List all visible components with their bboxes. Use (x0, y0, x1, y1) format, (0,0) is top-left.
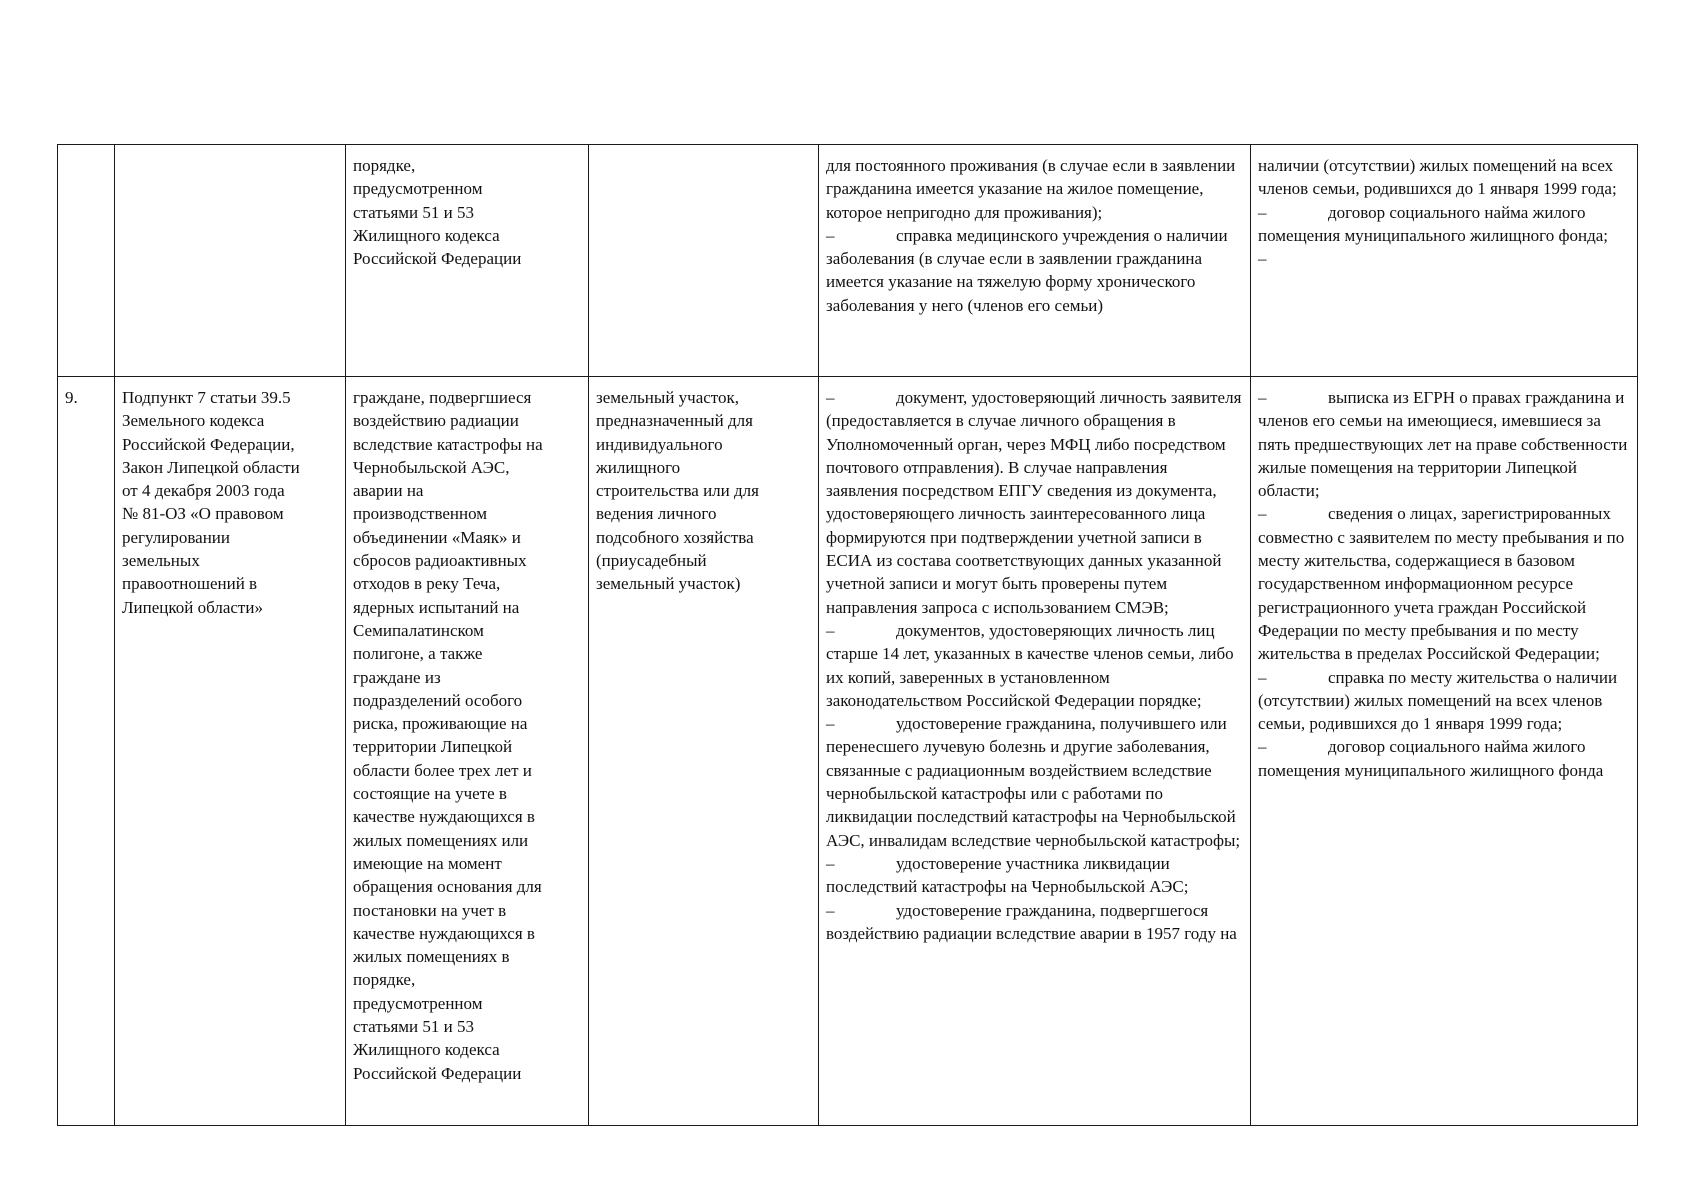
cell-legal-basis (115, 377, 346, 1126)
text-line: Липецкой области» (122, 597, 263, 617)
document-list-item: – справка медицинского учреждения о наличии заболевания (в случае если в заявлении гражданина имеется указание на тяжелую форму хронического заболевания у него (членов его семьи) (826, 225, 1228, 315)
dash-marker: – (1258, 388, 1267, 407)
cell-applicant-documents (819, 377, 1251, 1126)
text-line: земельный участок, (596, 388, 740, 407)
text-line: подсобного хозяйства (596, 527, 754, 547)
text-line: воздействию радиации (353, 411, 519, 431)
text-line: строительства или для (596, 481, 759, 501)
text-line: качестве нуждающихся в (353, 807, 535, 827)
text-line: области более трех лет и (353, 760, 532, 780)
text-line: Чернобыльской АЭС, (353, 457, 510, 477)
document-list-item: – документов, удостоверяющих личность лиц старше 14 лет, указанных в качестве членов семьи, либо их копий, заверенных в установленном законодательством Российской Федерации порядке; (826, 620, 1234, 710)
text-line: (приусадебный (596, 551, 707, 571)
text-line: подразделений особого (353, 690, 523, 710)
dash-marker: – (1258, 667, 1267, 687)
text-line: жилых помещениях в (353, 947, 510, 967)
text-line: индивидуального (596, 434, 723, 454)
text-line: Земельного кодекса (122, 411, 265, 431)
text-line: граждане из (353, 667, 441, 687)
cell-citizen-category (346, 377, 589, 1126)
cell-applicant-documents (819, 145, 1251, 377)
document-list-item: – договор социального найма жилого помещения муниципального жилищного фонда; (1258, 202, 1608, 245)
cell-land-type (589, 377, 819, 1126)
document-list-item: для постоянного проживания (в случае если в заявлении гражданина имеется указание на жилое помещение, которое непригодно для проживания); (826, 156, 1236, 222)
text-line: предусмотренном (353, 993, 483, 1013)
dash-marker: – (1258, 737, 1267, 757)
text-line: производственном (353, 504, 488, 524)
text-line: объединении «Маяк» и (353, 527, 521, 547)
text-line: Подпункт 7 статьи 39.5 (122, 388, 291, 407)
text-line: правоотношений в (122, 574, 258, 594)
document-list-item: – выписка из ЕГРН о правах гражданина и членов его семьи на имеющиеся, имевшиеся за пять предшествующих лет на праве собственности жилые помещения на территории Липецкой области; (1258, 388, 1628, 501)
document-list-item: – договор социального найма жилого помещения муниципального жилищного фонда (1258, 737, 1604, 780)
text-line: качестве нуждающихся в (353, 923, 535, 943)
text-line: регулировании (122, 527, 230, 547)
cell-legal-basis (115, 145, 346, 377)
text-line: имеющие на момент (353, 853, 502, 873)
text-line: граждане, подвергшиеся (353, 388, 532, 407)
text-line: жилищного (596, 457, 681, 477)
text-line: порядке, (353, 156, 416, 175)
text-line: постановки на учет в (353, 900, 507, 920)
text-line: предусмотренном (353, 179, 483, 199)
table-row-item-9 (58, 377, 1638, 1126)
document-list-item: – сведения о лицах, зарегистрированных совместно с заявителем по месту пребывания и по месту жительства, содержащиеся в базовом государственном информационном ресурсе регистрационного учета граждан Российской Федерации по месту пребывания и по месту жительства в пределах Российской Федерации; (1258, 504, 1625, 664)
text-line: № 81-ОЗ «О правовом (122, 504, 284, 524)
text-line: полигоне, а также (353, 644, 483, 664)
cell-agency-documents (1251, 145, 1638, 377)
text-line: статьями 51 и 53 (353, 202, 474, 222)
text-line: Семипалатинском (353, 620, 484, 640)
text-line: Российской Федерации (353, 249, 522, 269)
dash-marker: – (1258, 202, 1267, 222)
table-row-continued (58, 145, 1638, 377)
document-list-item: – удостоверение участника ликвидации последствий катастрофы на Чернобыльской АЭС; (826, 853, 1189, 897)
text-line: жилых помещениях или (353, 830, 529, 850)
dash-marker: – (826, 620, 835, 640)
text-line: Закон Липецкой области (122, 457, 300, 477)
text-line: ведения личного (596, 504, 717, 524)
document-list-item: – удостоверение гражданина, подвергшегося воздействию радиации вследствие аварии в 1957 году на (826, 900, 1237, 943)
cell-agency-documents (1251, 377, 1638, 1126)
cell-land-type (589, 145, 819, 377)
document-list-item: наличии (отсутствии) жилых помещений на всех членов семьи, родившихся до 1 января 1999 года; (1258, 156, 1617, 199)
text-line: от 4 декабря 2003 года (122, 481, 285, 501)
text-line: Российской Федерации, (122, 434, 295, 454)
text-line: предназначенный для (596, 411, 753, 431)
document-list-item: – удостоверение гражданина, получившего или перенесшего лучевую болезнь и другие заболевания, связанные с радиационным воздействием вследствие чернобыльской катастрофы или с работами по ликвидации последствий катастрофы на Чернобыльской АЭС, инвалидам вследствие чернобыльской катастрофы; (826, 714, 1241, 850)
document-list-item: – документ, удостоверяющий личность заявителя (предоставляется в случае личного обращения в Уполномоченный орган, через МФЦ либо посредством почтового отправления). В случае направления заявления посредством ЕПГУ сведения из документа, удостоверяющего личность заинтересованного лица формируются при подтверждении учетной записи в ЕСИА из состава соответствующих данных указанной учетной записи и могут быть проверены путем направления запроса с использованием СМЭВ; (826, 388, 1242, 617)
text-line: состоящие на учете в (353, 784, 507, 804)
text-line: вследствие катастрофы на (353, 434, 543, 454)
text-line: статьями 51 и 53 (353, 1017, 474, 1037)
document-table (57, 144, 1638, 1126)
text-line: Российской Федерации (353, 1063, 522, 1083)
dash-marker: – (826, 388, 835, 407)
text-line: аварии на (353, 481, 424, 501)
text-line: порядке, (353, 970, 416, 990)
dash-marker: – (826, 225, 835, 245)
cell-number (58, 145, 115, 377)
text-line: ядерных испытаний на (353, 597, 520, 617)
cell-citizen-category (346, 145, 589, 377)
dash-marker: – (826, 714, 835, 734)
cell-number: 9. (58, 377, 115, 1126)
text-line: сбросов радиоактивных (353, 551, 527, 571)
dash-marker: – (826, 853, 835, 873)
text-line: Жилищного кодекса (353, 225, 500, 245)
text-line: земельный участок) (596, 574, 741, 594)
text-line: Жилищного кодекса (353, 1040, 500, 1060)
text-line: отходов в реку Теча, (353, 574, 501, 594)
dash-marker: – (1258, 504, 1267, 524)
text-line: риска, проживающие на (353, 714, 528, 734)
text-line: обращения основания для (353, 877, 542, 897)
dash-marker: – (1258, 249, 1267, 269)
text-line: территории Липецкой (353, 737, 513, 757)
document-list-item: – справка по месту жительства о наличии (отсутствии) жилых помещений на всех членов семьи, родившихся до 1 января 1999 года; (1258, 667, 1618, 734)
dash-marker: – (826, 900, 835, 920)
document-list-item (1258, 247, 1630, 270)
text-line: земельных (122, 551, 200, 571)
